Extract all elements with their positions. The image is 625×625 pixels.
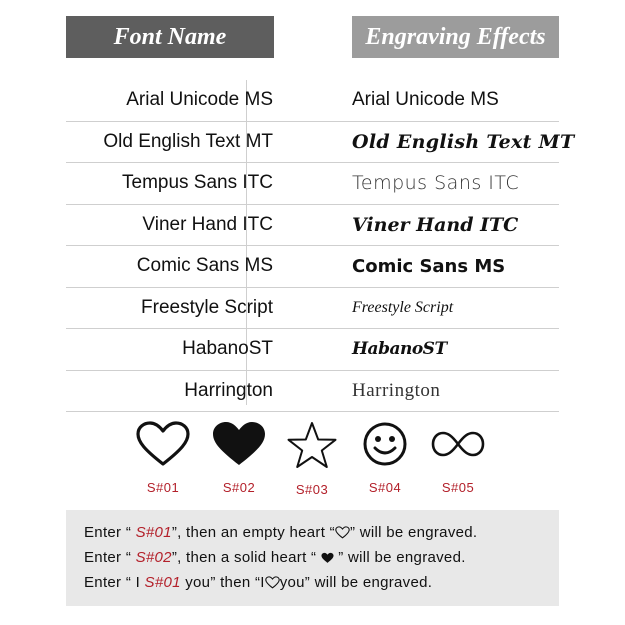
symbol-code: S#01 bbox=[144, 574, 181, 591]
solid-heart-icon bbox=[211, 420, 267, 468]
font-row bbox=[66, 80, 559, 122]
symbol-s02 bbox=[204, 420, 274, 495]
font-name: HabanoST bbox=[182, 338, 273, 360]
symbol-code: S#04 bbox=[368, 480, 402, 495]
text: Enter “ bbox=[84, 524, 136, 541]
symbol-code: S#01 bbox=[146, 480, 180, 495]
font-name-header: Font Name bbox=[66, 16, 274, 58]
font-row bbox=[66, 122, 575, 164]
engraving-effect: Old English Text MT bbox=[352, 130, 575, 153]
symbol-code: S#02 bbox=[135, 549, 172, 566]
font-name: Arial Unicode MS bbox=[126, 89, 273, 111]
symbol-list bbox=[0, 420, 625, 500]
solid-heart-icon bbox=[321, 552, 334, 564]
instruction-line-2 bbox=[84, 549, 466, 566]
engraving-effects-header: Engraving Effects bbox=[352, 16, 559, 58]
font-name: Viner Hand ITC bbox=[142, 213, 273, 235]
empty-heart-icon bbox=[335, 526, 350, 539]
instruction-line-3 bbox=[84, 574, 432, 591]
font-row bbox=[66, 288, 559, 330]
font-name: Tempus Sans ITC bbox=[122, 172, 273, 194]
symbol-code: S#05 bbox=[441, 480, 475, 495]
font-row bbox=[66, 205, 559, 247]
font-name: Old English Text MT bbox=[103, 130, 273, 152]
empty-heart-icon bbox=[135, 420, 191, 468]
engraving-effect: Tempus Sans ITC bbox=[352, 172, 520, 195]
symbol-s03 bbox=[277, 420, 347, 497]
font-name: Comic Sans MS bbox=[136, 255, 273, 277]
star-icon bbox=[286, 420, 338, 470]
font-row bbox=[66, 246, 559, 288]
symbol-s01 bbox=[128, 420, 198, 495]
symbol-s04 bbox=[350, 420, 420, 495]
text: ”, then an empty heart “ bbox=[171, 524, 335, 541]
font-name: Freestyle Script bbox=[141, 296, 273, 318]
font-row bbox=[66, 371, 559, 413]
instructions-box bbox=[66, 510, 559, 606]
infinity-icon bbox=[430, 420, 486, 468]
symbol-s05 bbox=[423, 420, 493, 495]
engraving-effect: Arial Unicode MS bbox=[352, 89, 499, 111]
symbol-code: S#03 bbox=[295, 482, 329, 497]
font-row bbox=[66, 163, 559, 205]
symbol-code: S#02 bbox=[222, 480, 256, 495]
symbol-code: S#01 bbox=[135, 524, 172, 541]
font-table bbox=[66, 80, 575, 412]
text: ” will be engraved. bbox=[349, 524, 478, 541]
text: Enter “ bbox=[84, 549, 136, 566]
font-row bbox=[66, 329, 559, 371]
text: ” will be engraved. bbox=[333, 549, 466, 566]
engraving-effect: Viner Hand ITC bbox=[352, 213, 519, 236]
empty-heart-icon bbox=[265, 576, 280, 589]
instruction-line-1 bbox=[84, 524, 477, 541]
smiley-icon bbox=[361, 420, 409, 468]
engraving-effect: Harrington bbox=[352, 379, 441, 401]
engraving-effect: Comic Sans MS bbox=[352, 255, 506, 277]
font-name: Harrington bbox=[184, 379, 273, 401]
text: you” then “I bbox=[180, 574, 265, 591]
text: you” will be engraved. bbox=[279, 574, 433, 591]
text: Enter “ I bbox=[84, 574, 145, 591]
engraving-effect: Freestyle Script bbox=[352, 298, 454, 316]
engraving-effect: HabanoST bbox=[352, 339, 447, 360]
text: ”, then a solid heart “ bbox=[171, 549, 321, 566]
